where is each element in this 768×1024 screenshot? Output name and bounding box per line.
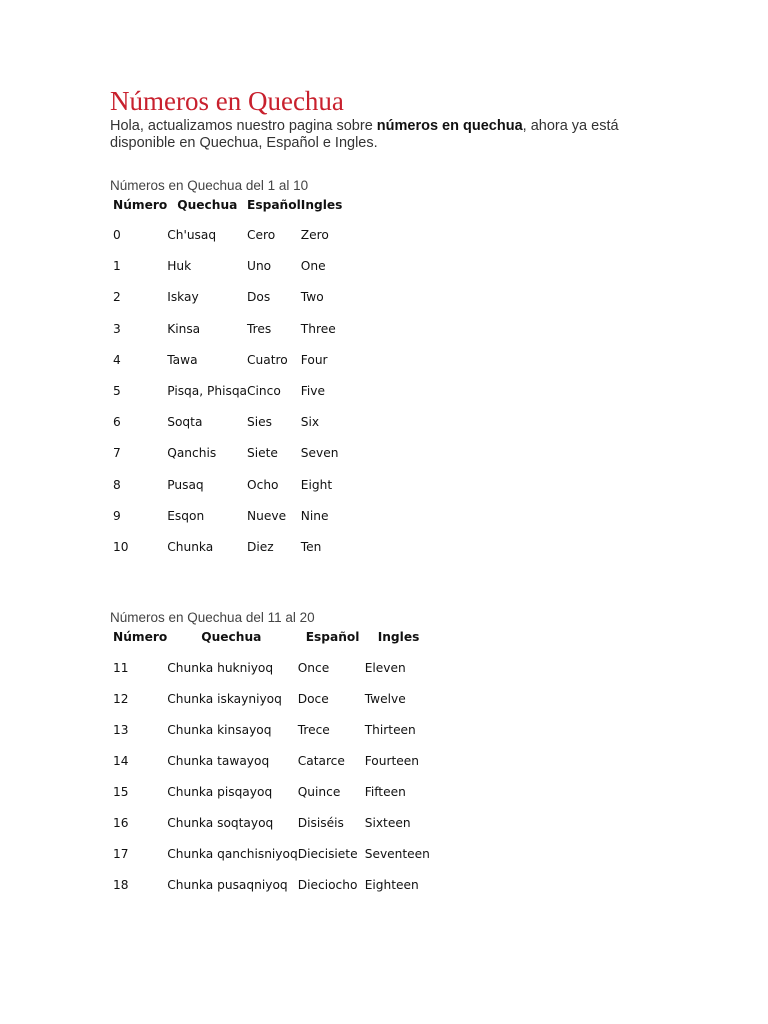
section-title-11-20: Números en Quechua del 11 al 20 [110,610,315,625]
cell-ingles: Twelve [364,692,406,706]
cell-numero: 10 [113,539,129,554]
table-row [113,228,361,259]
cell-quechua: Ch'usaq [167,228,217,242]
cell-espanol: Dos [247,290,271,305]
table-row [113,878,455,909]
table-row [113,415,361,446]
column-header-espanol: Español [305,630,360,644]
cell-ingles: One [300,259,326,274]
cell-quechua: Huk [167,259,192,274]
intro-paragraph [110,118,630,152]
cell-quechua: Chunka qanchisniyoq [167,847,298,861]
table-row [113,816,455,847]
cell-ingles: Seventeen [364,847,430,861]
table-row [113,754,455,785]
cell-espanol: Ocho [247,477,279,492]
cell-espanol: Doce [297,692,329,706]
table-row [113,847,455,878]
table-header-row [113,630,455,661]
table-row [113,785,455,816]
column-header-numero: Número [113,630,168,644]
cell-ingles: Three [300,321,336,336]
cell-ingles: Six [300,415,320,430]
cell-numero: 6 [113,415,121,430]
cell-ingles: Eighteen [364,878,419,892]
cell-ingles: Zero [300,228,329,242]
cell-quechua: Pisqa, Phisqa [167,383,248,398]
cell-quechua: Chunka pusaqniyoq [167,878,288,892]
table-row [113,723,455,754]
numbers-table-1-10 [113,198,361,571]
table-row [113,446,361,477]
document-page [110,84,710,892]
cell-espanol: Siete [247,446,278,461]
cell-ingles: Two [300,290,324,305]
cell-numero: 11 [113,661,129,675]
cell-espanol: Uno [247,259,272,274]
cell-numero: 1 [113,259,121,274]
intro-text-pre: Hola, actualizamos nuestro pagina sobre [110,118,377,134]
table-row [113,322,361,353]
cell-numero: 17 [113,847,129,861]
intro-text-post: , ahora ya está disponible en Quechua, Español e Ingles. [110,118,619,151]
cell-ingles: Sixteen [364,816,411,830]
cell-quechua: Esqon [167,508,205,523]
cell-espanol: Disiséis [297,816,344,830]
cell-numero: 18 [113,878,129,892]
table-row [113,384,361,415]
cell-espanol: Quince [297,785,341,799]
cell-espanol: Tres [247,321,272,336]
cell-quechua: Chunka pisqayoq [167,785,273,799]
cell-numero: 0 [113,228,121,242]
cell-espanol: Sies [247,415,273,430]
table-body-1-10 [113,228,361,571]
cell-numero: 2 [113,290,121,305]
column-header-ingles: Ingles [377,630,420,644]
column-header-espanol: Español [247,198,301,212]
cell-quechua: Chunka kinsayoq [167,723,272,737]
cell-numero: 9 [113,508,121,523]
cell-quechua: Pusaq [167,477,204,492]
cell-numero: 5 [113,383,121,398]
table-row [113,478,361,509]
table-header-row [113,198,361,228]
cell-espanol: Once [297,661,330,675]
cell-quechua: Chunka [167,539,214,554]
cell-numero: 12 [113,692,129,706]
cell-quechua: Tawa [167,352,198,367]
column-header-numero: Número [113,198,168,212]
cell-ingles: Nine [300,508,329,523]
cell-espanol: Diecisiete [297,847,358,861]
cell-espanol: Cuatro [247,352,288,367]
cell-espanol: Diez [247,539,274,554]
cell-quechua: Chunka hukniyoq [167,661,274,675]
cell-ingles: Thirteen [364,723,416,737]
cell-ingles: Eight [300,477,333,492]
cell-espanol: Cero [247,228,276,242]
cell-ingles: Five [300,383,326,398]
cell-ingles: Seven [300,446,339,461]
cell-numero: 13 [113,723,129,737]
cell-numero: 8 [113,477,121,492]
section-title-1-10: Números en Quechua del 1 al 10 [110,178,309,193]
cell-numero: 14 [113,754,129,768]
column-header-quechua: Quechua [201,630,262,644]
cell-ingles: Ten [300,539,322,554]
cell-numero: 7 [113,446,121,461]
page-title: Números en Quechua [110,86,344,116]
column-header-ingles: Ingles [300,198,343,212]
cell-espanol: Catarce [297,754,345,768]
cell-ingles: Fifteen [364,785,406,799]
cell-quechua: Chunka iskayniyoq [167,692,282,706]
cell-quechua: Iskay [167,290,199,305]
cell-quechua: Chunka soqtayoq [167,816,274,830]
table-row [113,692,455,723]
cell-quechua: Kinsa [167,321,201,336]
cell-ingles: Four [300,352,328,367]
cell-espanol: Dieciocho [297,878,358,892]
cell-numero: 16 [113,816,129,830]
table-row [113,540,361,571]
table-row [113,290,361,321]
cell-numero: 15 [113,785,129,799]
table-row [113,661,455,692]
cell-espanol: Nueve [247,508,287,523]
table-body-11-20 [113,661,455,909]
numbers-table-11-20 [113,630,455,909]
column-header-quechua: Quechua [177,198,238,212]
intro-text-bold: números en quechua [376,118,523,134]
cell-espanol: Cinco [247,383,281,398]
table-row [113,509,361,540]
table-row [113,353,361,384]
cell-numero: 4 [113,352,121,367]
cell-ingles: Eleven [364,661,406,675]
cell-quechua: Chunka tawayoq [167,754,270,768]
cell-ingles: Fourteen [364,754,419,768]
cell-espanol: Trece [297,723,330,737]
cell-quechua: Qanchis [167,446,217,461]
cell-numero: 3 [113,321,121,336]
cell-quechua: Soqta [167,415,203,430]
table-row [113,259,361,290]
